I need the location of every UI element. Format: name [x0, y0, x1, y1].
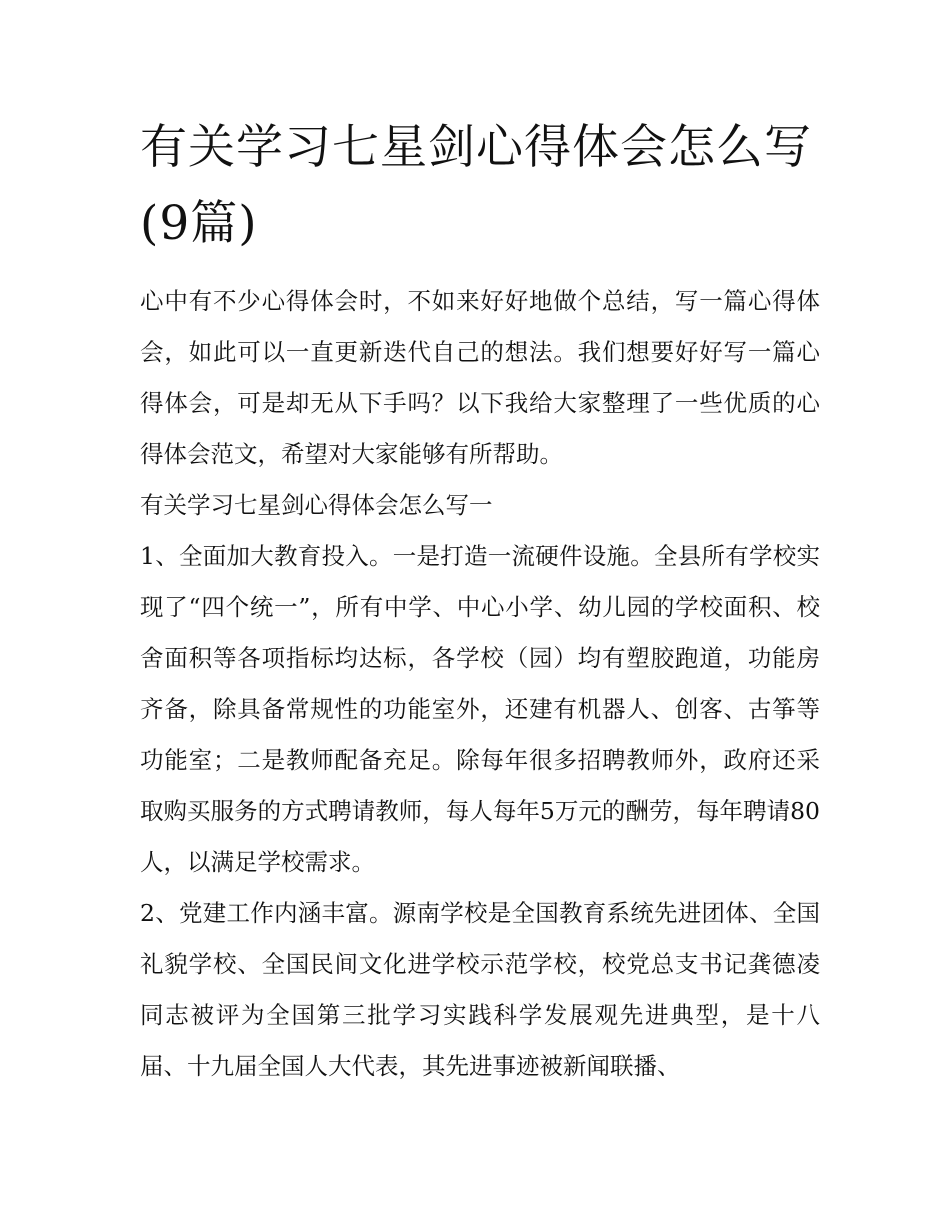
section-heading: 有关学习七星剑心得体会怎么写一	[140, 491, 493, 519]
intro-paragraph: 心中有不少心得体会时，不如来好好地做个总结，写一篇心得体会，如此可以一直更新迭代自己的想法。我们想要好好写一篇心得体会，可是却无从下手吗？以下我给大家整理了一些优质的心得体会范文，希望对大家能够有所帮助。	[140, 287, 820, 468]
document-body	[140, 276, 820, 1092]
document-title: 有关学习七星剑心得体会怎么写(9篇)	[140, 120, 812, 251]
body-paragraph: 2、党建工作内涵丰富。源南学校是全国教育系统先进团体、全国礼貌学校、全国民间文化进学校示范学校，校党总支书记龚德凌同志被评为全国第三批学习实践科学发展观先进典型，是十八届、十九届全国人大代表，其先进事迹被新闻联播、	[140, 899, 820, 1080]
body-paragraph: 1、全面加大教育投入。一是打造一流硬件设施。全县所有学校实现了“四个统一”，所有中学、中心小学、幼儿园的学校面积、校舍面积等各项指标均达标，各学校（园）均有塑胶跑道，功能房齐备，除具备常规性的功能室外，还建有机器人、创客、古筝等功能室；二是教师配备充足。除每年很多招聘教师外，政府还采取购买服务的方式聘请教师，每人每年5万元的酬劳，每年聘请80人，以满足学校需求。	[140, 542, 820, 876]
